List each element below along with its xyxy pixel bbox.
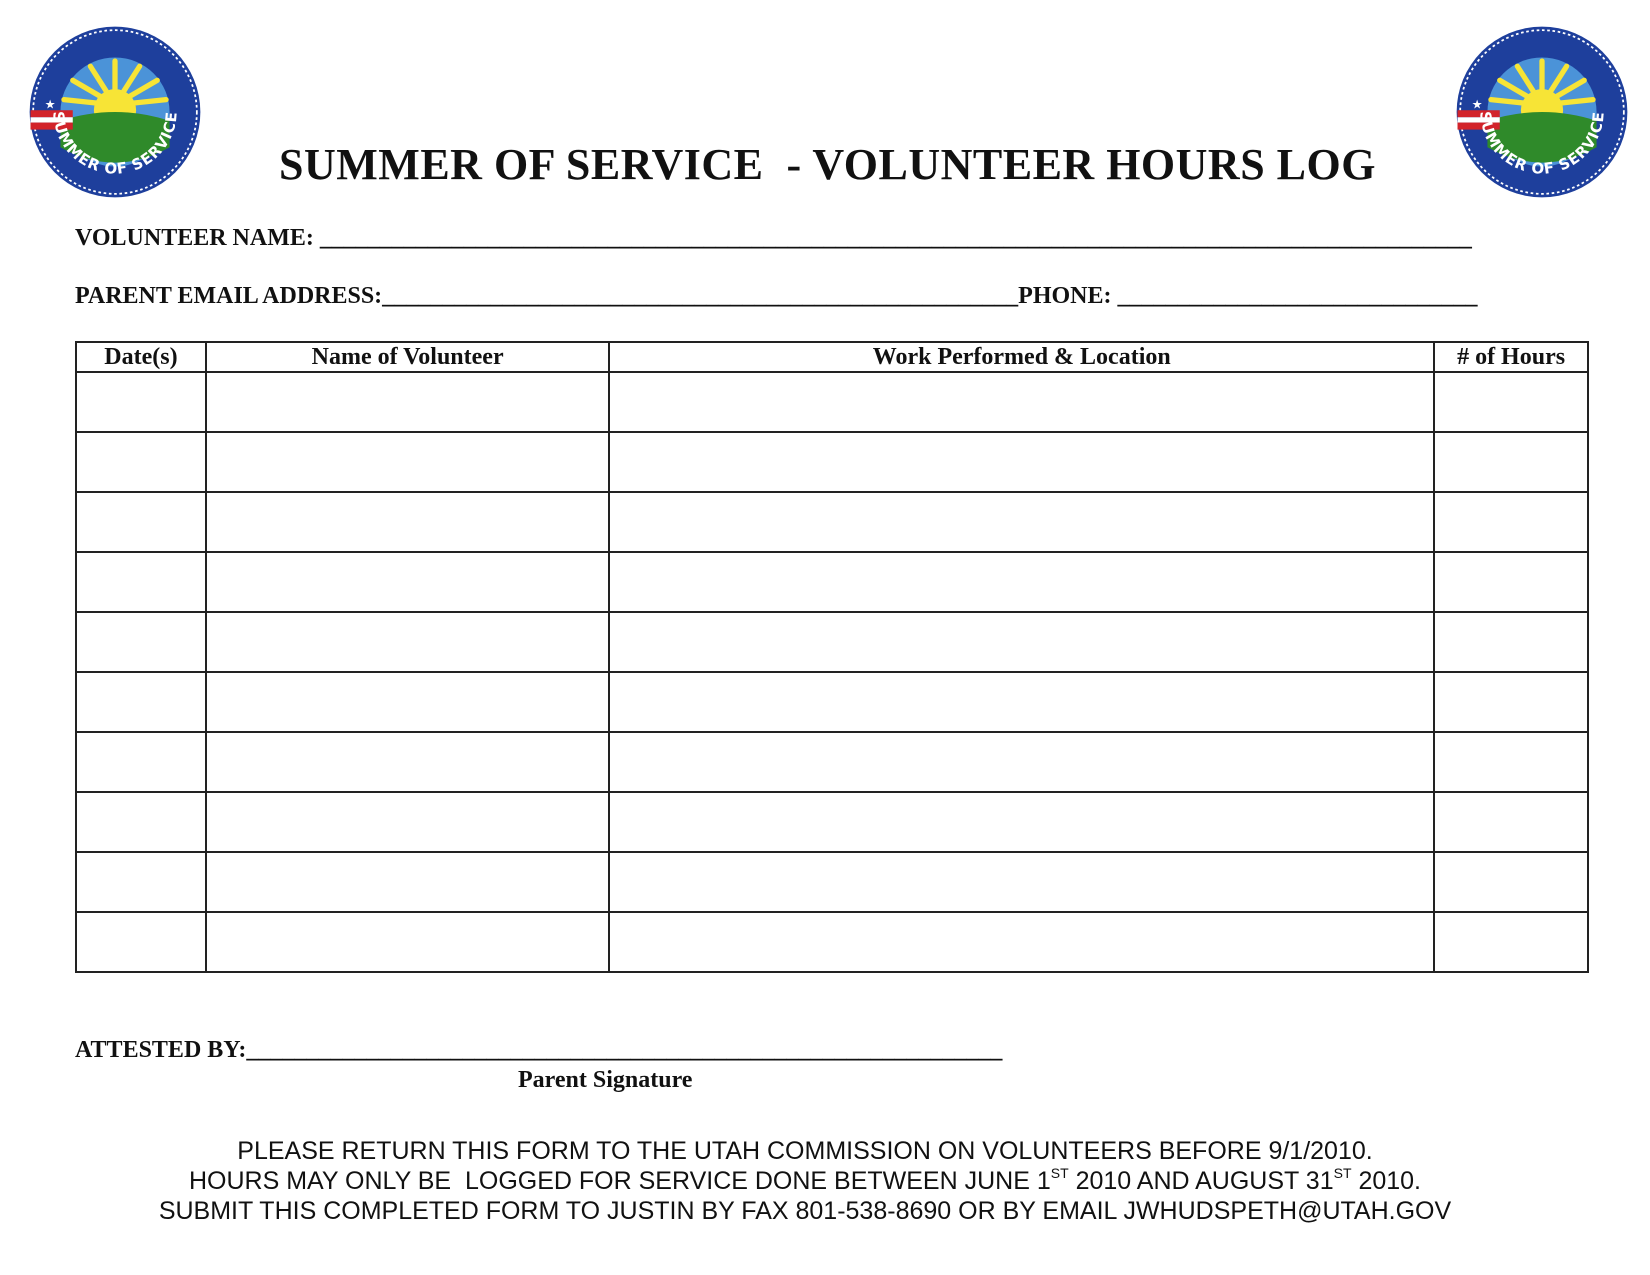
hours-cell[interactable] (1434, 672, 1588, 732)
hours-log-table (75, 341, 1589, 973)
work-location-cell[interactable] (609, 612, 1434, 672)
page-title-text: SUMMER OF SERVICE - VOLUNTEER HOURS LOG (279, 140, 1376, 189)
table-row (76, 372, 1588, 432)
attested-by-line[interactable]: _______________________________________________________________ (246, 1037, 1003, 1063)
instruction-line-2-part-a: HOURS MAY ONLY BE LOGGED FOR SERVICE DONE BETWEEN JUNE 1 (188, 1167, 1051, 1195)
phone-label: PHONE: (1018, 283, 1118, 309)
hours-cell[interactable] (1434, 552, 1588, 612)
header-name-of-volunteer: Name of Volunteer (206, 342, 609, 372)
hours-cell[interactable] (1434, 432, 1588, 492)
work-location-cell[interactable] (609, 432, 1434, 492)
parent-email-line[interactable]: _____________________________________________________ (382, 283, 1019, 309)
attested-by-label: ATTESTED BY: (75, 1037, 247, 1063)
parent-email-label: PARENT EMAIL ADDRESS: (75, 283, 383, 309)
header-dates: Date(s) (76, 342, 206, 372)
ordinal-suffix: ST (1333, 1165, 1352, 1181)
dates-cell[interactable] (76, 672, 206, 732)
instruction-line-1: PLEASE RETURN THIS FORM TO THE UTAH COMMISSION ON VOLUNTEERS BEFORE 9/1/2010. (237, 1137, 1373, 1165)
dates-cell[interactable] (76, 792, 206, 852)
header-hours: # of Hours (1434, 342, 1588, 372)
svg-text:SUMMER OF SERVICE: SUMMER OF SERVICE (1476, 110, 1608, 178)
header-work-performed-location: Work Performed & Location (609, 342, 1434, 372)
volunteer-name-cell[interactable] (206, 612, 609, 672)
volunteer-name-label: VOLUNTEER NAME: (75, 225, 320, 251)
work-location-cell[interactable] (609, 732, 1434, 792)
table-row (76, 912, 1588, 972)
volunteer-name-cell[interactable] (206, 912, 609, 972)
table-row (76, 732, 1588, 792)
dates-cell[interactable] (76, 732, 206, 792)
table-body (76, 372, 1588, 972)
svg-text:★: ★ (44, 97, 56, 112)
phone-line[interactable]: ______________________________ (1117, 283, 1478, 309)
page-title (0, 88, 1650, 190)
table-row (76, 492, 1588, 552)
instruction-line-2-part-b: 2010 AND AUGUST 31 (1068, 1167, 1334, 1195)
dates-cell[interactable] (76, 912, 206, 972)
dates-cell[interactable] (76, 852, 206, 912)
instructions (0, 1136, 1650, 1226)
volunteer-name-cell[interactable] (206, 372, 609, 432)
dates-cell[interactable] (76, 432, 206, 492)
hours-cell[interactable] (1434, 912, 1588, 972)
volunteer-name-cell[interactable] (206, 432, 609, 492)
work-location-cell[interactable] (609, 552, 1434, 612)
volunteer-name-cell[interactable] (206, 852, 609, 912)
hours-cell[interactable] (1434, 732, 1588, 792)
table-row (76, 612, 1588, 672)
table-row (76, 552, 1588, 612)
instruction-line-2-part-c: 2010. (1351, 1167, 1422, 1195)
dates-cell[interactable] (76, 552, 206, 612)
dates-cell[interactable] (76, 492, 206, 552)
table-header-row (76, 342, 1588, 372)
volunteer-name-cell[interactable] (206, 552, 609, 612)
ordinal-suffix: ST (1050, 1165, 1069, 1181)
table-row (76, 672, 1588, 732)
volunteer-name-cell[interactable] (206, 492, 609, 552)
table-row (76, 432, 1588, 492)
hours-cell[interactable] (1434, 492, 1588, 552)
volunteer-name-field[interactable] (75, 225, 1472, 252)
svg-text:★: ★ (1471, 97, 1483, 112)
attested-by-field[interactable] (75, 1037, 1002, 1064)
volunteer-name-line[interactable]: ________________________________________________________________________________________________ (319, 225, 1472, 251)
instruction-line-2 (0, 1166, 1630, 1196)
dates-cell[interactable] (76, 372, 206, 432)
work-location-cell[interactable] (609, 792, 1434, 852)
parent-email-phone-row (75, 283, 1478, 310)
work-location-cell[interactable] (609, 672, 1434, 732)
work-location-cell[interactable] (609, 912, 1434, 972)
volunteer-name-cell[interactable] (206, 792, 609, 852)
work-location-cell[interactable] (609, 372, 1434, 432)
instruction-line-3: SUBMIT THIS COMPLETED FORM TO JUSTIN BY FAX 801-538-8690 OR BY EMAIL JWHUDSPETH@UTAH.GOV (158, 1197, 1452, 1225)
signature-caption: Parent Signature (518, 1067, 693, 1093)
svg-text:SUMMER OF SERVICE: SUMMER OF SERVICE (49, 110, 181, 178)
hours-cell[interactable] (1434, 852, 1588, 912)
table-row (76, 792, 1588, 852)
dates-cell[interactable] (76, 612, 206, 672)
volunteer-name-cell[interactable] (206, 732, 609, 792)
hours-cell[interactable] (1434, 612, 1588, 672)
work-location-cell[interactable] (609, 852, 1434, 912)
hours-cell[interactable] (1434, 792, 1588, 852)
table-row (76, 852, 1588, 912)
volunteer-name-cell[interactable] (206, 672, 609, 732)
hours-cell[interactable] (1434, 372, 1588, 432)
work-location-cell[interactable] (609, 492, 1434, 552)
